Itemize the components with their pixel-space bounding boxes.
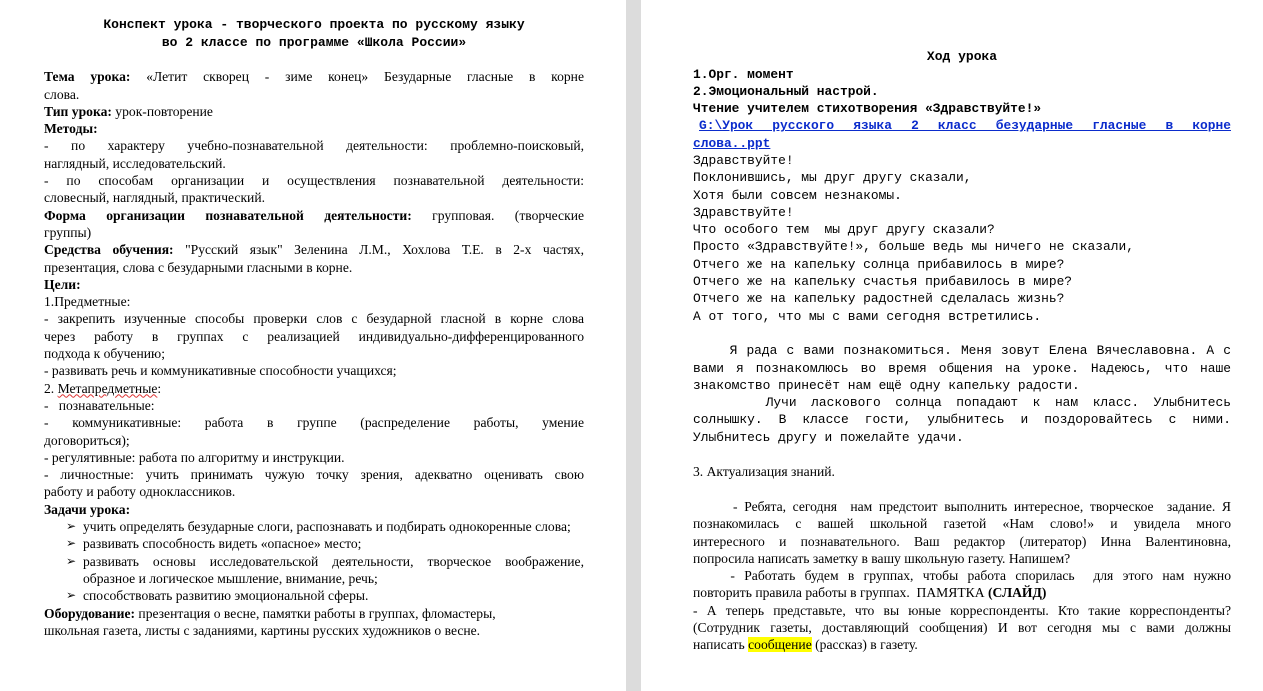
list-item: ➢ учить определять безударные слоги, распознавать и подбирать однокоренные слова; [66,519,571,535]
methods-heading: Методы: [44,121,98,137]
section-org-moment: 1.Орг. момент [693,66,794,82]
teacher-speech: - Ребята, сегодня нам предстоит выполнить интересное, творческое задание. Я познакомилась с вашей школьной газетой «Нам слово!» и увидела много интересного и познавательного. Ваш редактор (литератор) Инна Валентиновна, попросила написать заметку в вашу школьную газету. Напишем? - Работать будем в группах, чтобы работа спорилась для этого нам нужно повторить правила работы в группах. ПАМЯТКА (СЛАЙД) - А теперь представьте, что вы юные корреспонденты. Кто такие корреспонденты? (Сотрудник газеты, доставляющий сообщения) И вот сегодня мы с вами должны написать сообщение (рассказ) в газету. [693,498,1231,653]
lesson-type: Тип урока: урок-повторение [44,103,213,119]
equipment: Оборудование: презентация о весне, памятки работы в группах, фломастеры, [44,605,496,621]
section-emotional-mood: 2.Эмоциональный настрой. [693,83,879,99]
lesson-flow-heading: Ход урока [926,49,998,64]
goals-heading: Цели: [44,276,81,292]
teacher-introduction: Я рада с вами познакомиться. Меня зовут Елена Вячеславовна. А с вами я познакомлюсь во время общения на уроке. Надеюсь, что наше знакомство принесёт нам ещё одну капельку радости. Лучи ласкового солнца попадают к нам класс. Улыбнитесь солнышку. В классе гости, улыбнитесь и поздоровайтесь с ними. Улыбнитесь другу и пожелайте удачи. [693,343,1231,445]
lesson-title-line-1: Конспект урока - творческого проекта по русскому языку [103,17,525,32]
lesson-topic: Тема урока: «Летит скворец - зиме конец» Безударные гласные в корне [44,69,584,85]
arrow-bullet-icon: ➢ [66,553,77,568]
document-page-left: Конспект урока - творческого проекта по русскому языку во 2 классе по программе «Школа России» Тема урока: «Летит скворец - зиме конец» Безударные гласные в корне слова. Тип урока: урок-повторение Методы: - по характеру учебно-познавательной деятельности: проблемно-поисковый, наглядный, исследовательский. - по способам организации и осуществления познавательной деятельности: словесный, наглядный, практический. Форма организации познавательной деятельности: групповая. (творческие группы) Средства обучения: "Русский язык" Зеленина Л.М., Хохлова Т.Е. в 2-х частях, презентация, слова с безударными гласными в корне. Цели: 1.Предметные: - закрепить изученные способы проверки слов с безударной гласной в корне слова через работу в группах с реализацией индивидуально-дифференцированного подхода к обучению; - развивать речь и коммуникативные способности учащихся; 2. Метапредметные: - познавательные: - коммуникативные: работа в группе (распределение работы, умение договориться); - регулятивные: работа по алгоритму и инструкции. - личностные: учить принимать чужую точку зрения, адекватно оценивать свою работу и работу одноклассников. Задачи урока: ➢ учить определять безударные слоги, распознавать и подбирать однокоренные слова; ➢ развивать способность видеть «опасное» место; ➢ развивать основы исследовательской деятельности, творческое воображение, образное и логическое мышление, внимание, речь; ➢ способствовать развитию эмоциональной сферы. Оборудование: презентация о весне, памятки работы в группах, фломастеры, школьная газета, листы с заданиями, картины русских художников о весне. [0,0,626,691]
section-knowledge-update: 3. Актуализация знаний. [693,464,835,480]
list-item: ➢ способствовать развитию эмоциональной сферы. [66,588,369,604]
organization-form: Форма организации познавательной деятельности: групповая. (творческие [44,207,585,223]
lesson-title-line-2: во 2 классе по программе «Школа России» [161,34,467,50]
presentation-link[interactable]: G:\Урок русского языка 2 класс безударные гласные в корне [699,118,1231,134]
teaching-means: Средства обучения: "Русский язык" Зеленина Л.М., Хохлова Т.Е. в 2-х частях, [44,242,584,258]
arrow-bullet-icon: ➢ [66,519,77,534]
document-page-right: Ход урока 1.Орг. момент 2.Эмоциональный настрой. Чтение учителем стихотворения «Здравствуйте!» G:\Урок русского языка 2 класс безударные гласные в корне слова..ppt Здравствуйте! Поклонившись, мы друг другу сказали, Хотя были совсем незнакомы. Здравствуйте! Что особого тем мы друг другу сказали? Просто «Здравствуйте!», больше ведь мы ничего не сказали, Отчего же на капельку солнца прибавилось в мире? Отчего же на капельку счастья прибавилось в мире? Отчего же на капельку радостней сделалась жизнь? А от того, что мы с вами сегодня встретились. Я рада с вами познакомиться. Меня зовут Елена Вячеславовна. А с вами я познакомлюсь во время общения на уроке. Надеюсь, что наше знакомство принесёт нам ещё одну капельку радости. Лучи ласкового солнца попадают к нам класс. Улыбнитесь солнышку. В классе гости, улыбнитесь и поздоровайтесь с ними. Улыбнитесь другу и пожелайте удачи. 3. Актуализация знаний. - Ребята, сегодня нам предстоит выполнить интересное, творческое задание. Я познакомилась с вашей школьной газетой «Нам слово!» и увидела много интересного и познавательного. Ваш редактор (литератор) Инна Валентиновна, попросила написать заметку в вашу школьную газету. Напишем? - Работать будем в группах, чтобы работа спорилась для этого нам нужно повторить правила работы в группах. ПАМЯТКА (СЛАЙД) - А теперь представьте, что вы юные корреспонденты. Кто такие корреспонденты? (Сотрудник газеты, доставляющий сообщения) И вот сегодня мы с вами должны написать сообщение (рассказ) в газету. [641,0,1263,691]
section-poem-reading: Чтение учителем стихотворения «Здравствуйте!» [693,101,1042,117]
highlighted-word: сообщение [748,637,812,653]
arrow-bullet-icon: ➢ [66,536,77,551]
arrow-bullet-icon: ➢ [66,588,77,603]
tasks-heading: Задачи урока: [44,501,131,517]
list-item: ➢ развивать основы исследовательской деятельности, творческое воображение, образное и логическое мышление, внимание, речь; [66,553,584,586]
tasks-list [44,518,584,604]
metasubject-goals: 2. Метапредметные: [44,380,162,396]
poem: Здравствуйте! Поклонившись, мы друг другу сказали, Хотя были совсем незнакомы. Здравствуйте! Что особого тем мы друг другу сказали? Просто «Здравствуйте!», больше ведь мы ничего не сказали, Отчего же на капельку солнца прибавилось в мире? Отчего же на капельку счастья прибавилось в мире? Отчего же на капельку радостней сделалась жизнь? А от того, что мы с вами сегодня встретились. [693,152,1134,324]
list-item: ➢ развивать способность видеть «опасное» место; [66,536,362,552]
